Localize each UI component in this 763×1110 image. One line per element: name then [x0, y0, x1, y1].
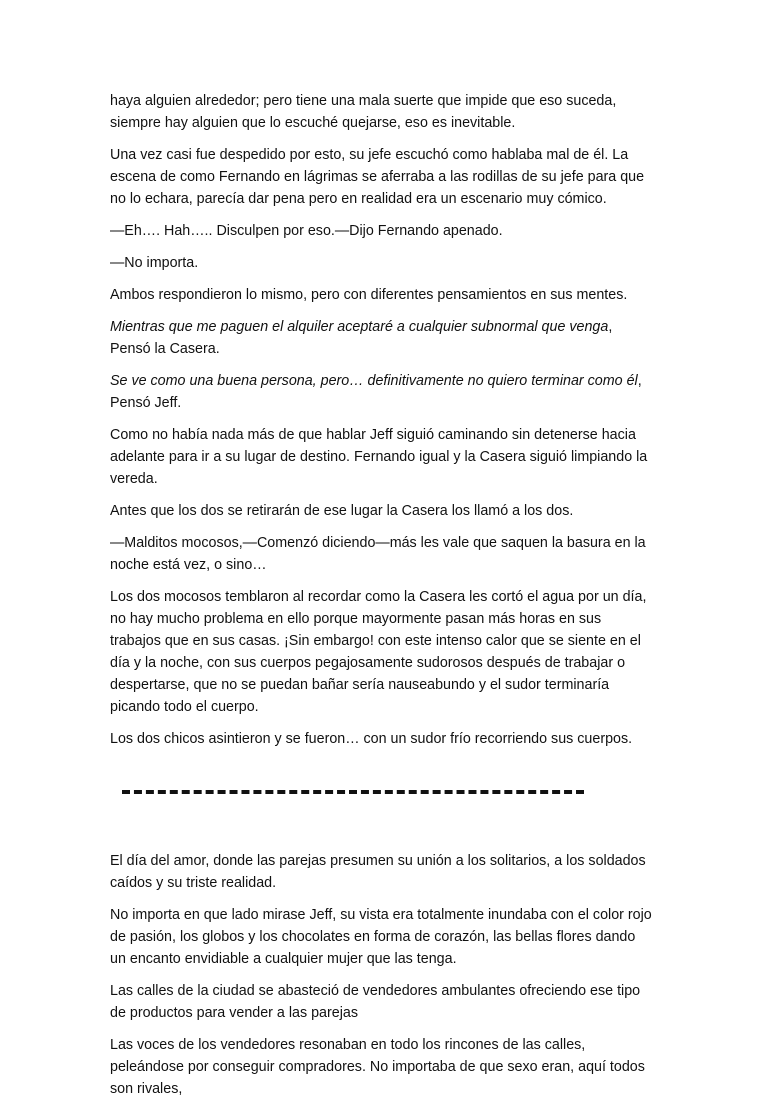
paragraph: Los dos mocosos temblaron al recordar como la Casera les cortó el agua por un día, no hay mucho problema en ello porque mayormente pasan más horas en sus trabajos que en sus casas. ¡Sin embargo! con este intenso calor que se siente en el día y la noche, con sus cuerpos pegajosamente sudorosos después de trabajar o despertarse, que no se puedan bañar sería nauseabundo y el sudor terminaría picando todo el cuerpo. [110, 589, 647, 715]
paragraph: Ambos respondieron lo mismo, pero con diferentes pensamientos en sus mentes. [110, 287, 628, 303]
dialogue-line: —No importa. [110, 255, 199, 271]
paragraph: haya alguien alrededor; pero tiene una mala suerte que impide que eso suceda, siempre hay alguien que lo escuché quejarse, eso es inevitable. [110, 93, 617, 131]
paragraph: Los dos chicos asintieron y se fueron… con un sudor frío recorriendo sus cuerpos. [110, 731, 633, 747]
paragraph: Como no había nada más de que hablar Jeff siguió caminando sin detenerse hacia adelante para ir a su lugar de destino. Fernando igual y la Casera siguió limpiando la vereda. [110, 427, 648, 487]
thought-jeff [110, 370, 655, 414]
dialogue-line: —Malditos mocosos,—Comenzó diciendo—más les vale que saquen la basura en la noche está vez, o sino… [110, 535, 646, 573]
paragraph: Las voces de los vendedores resonaban en todo los rincones de las calles, peleándose por conseguir compradores. No importaba de que sexo eran, aquí todos son rivales, [110, 1037, 645, 1097]
thought-jeff-italic: Se ve como una buena persona, pero… definitivamente no quiero terminar como él [110, 373, 638, 389]
thought-casera-italic: Mientras que me paguen el alquiler aceptaré a cualquier subnormal que venga [110, 319, 609, 335]
scene-separator [110, 770, 655, 810]
dialogue-line: —Eh…. Hah….. Disculpen por eso.—Dijo Fernando apenado. [110, 223, 503, 239]
document-page [110, 90, 655, 1110]
paragraph: No importa en que lado mirase Jeff, su vista era totalmente inundaba con el color rojo de pasión, los globos y los chocolates en forma de corazón, las bellas flores dando un encanto envidiable a cualquier mujer que las tenga. [110, 907, 652, 967]
paragraph: Antes que los dos se retirarán de ese lugar la Casera los llamó a los dos. [110, 503, 574, 519]
paragraph: Las calles de la ciudad se abasteció de vendedores ambulantes ofreciendo ese tipo de productos para vender a las parejas [110, 983, 641, 1021]
dashed-divider [122, 790, 584, 794]
thought-jeff-rest: , Pensó Jeff. [110, 373, 642, 411]
paragraph: El día del amor, donde las parejas presumen su unión a los solitarios, a los soldados caídos y su triste realidad. [110, 853, 646, 891]
thought-casera [110, 316, 655, 360]
thought-casera-rest: , Pensó la Casera. [110, 319, 613, 357]
paragraph: Una vez casi fue despedido por esto, su jefe escuchó como hablaba mal de él. La escena de como Fernando en lágrimas se aferraba a las rodillas de su jefe para que no lo echara, parecía dar pena pero en realidad era un escenario muy cómico. [110, 147, 645, 207]
